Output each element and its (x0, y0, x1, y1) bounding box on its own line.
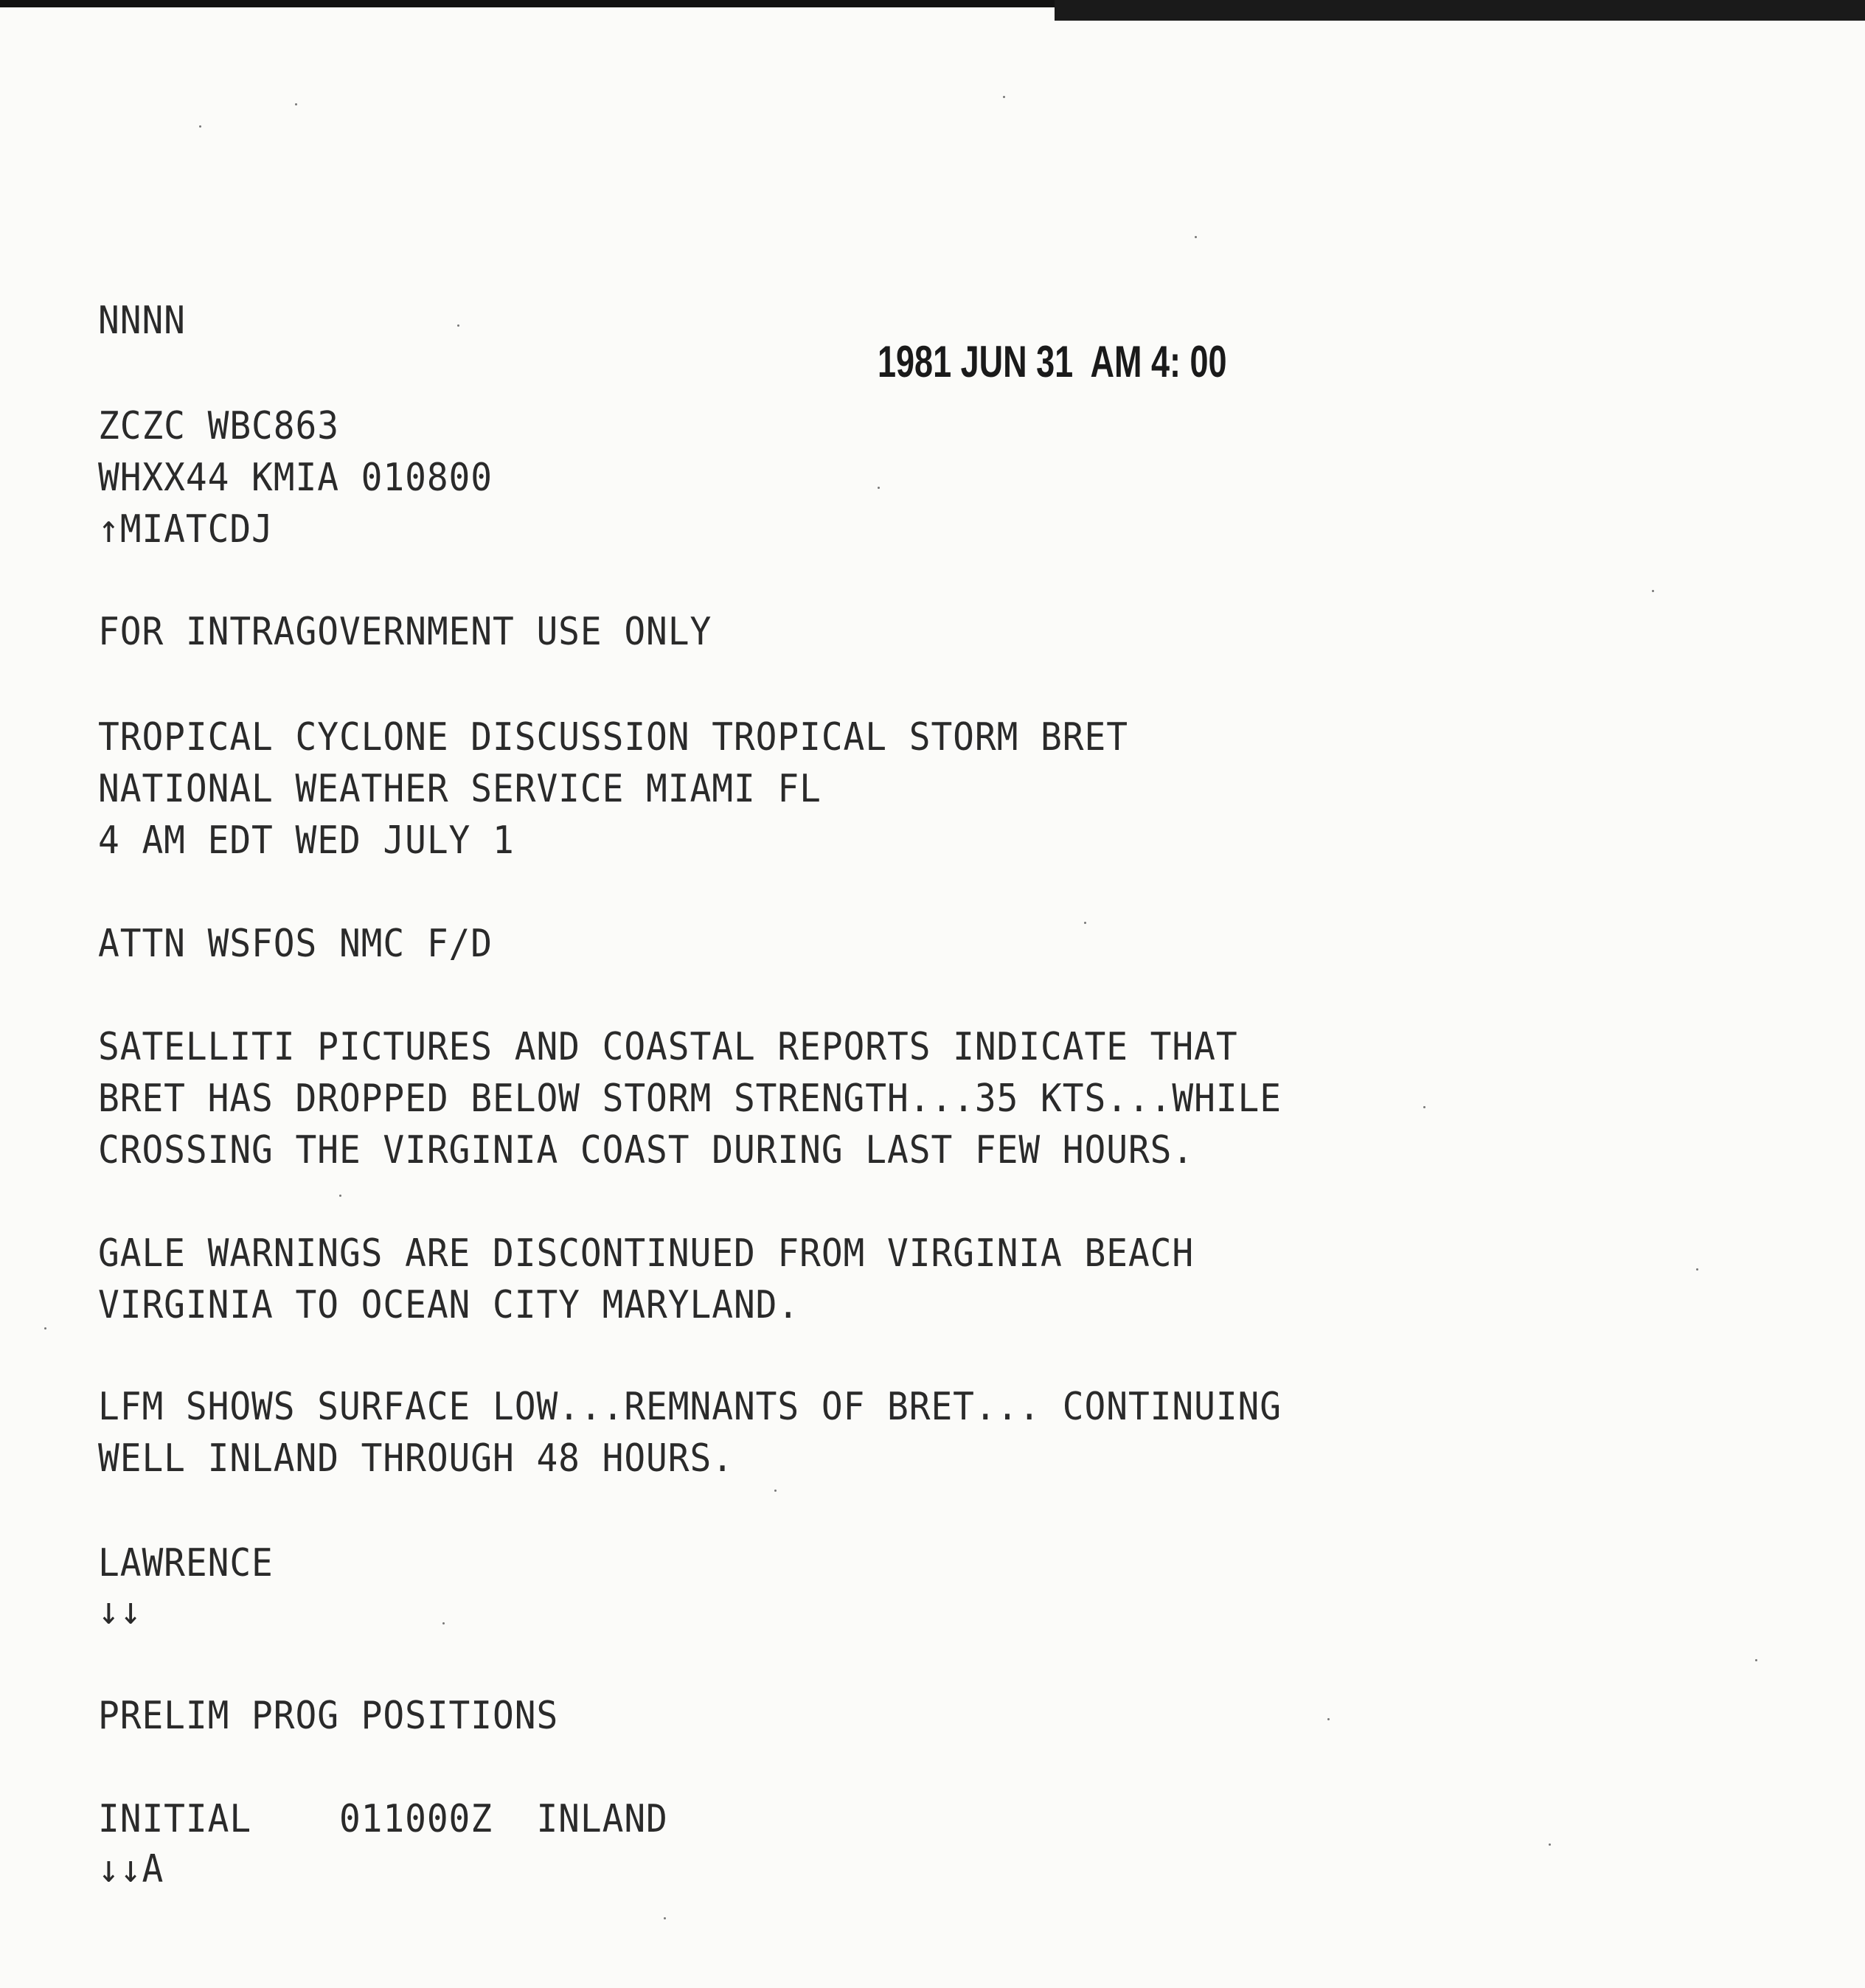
scan-top-edge (0, 0, 1865, 35)
body-paragraph-1-line-1: SATELLITI PICTURES AND COASTAL REPORTS INDICATE THAT (98, 1025, 1238, 1069)
wmo-header: WHXX44 KMIA 010800 (98, 456, 493, 500)
body-paragraph-3-line-1: LFM SHOWS SURFACE LOW...REMNANTS OF BRET... CONTINUING (98, 1385, 1282, 1429)
body-paragraph-1-line-2: BRET HAS DROPPED BELOW STORM STRENGTH...35 KTS...WHILE (98, 1077, 1282, 1121)
body-paragraph-2-line-2: VIRGINIA TO OCEAN CITY MARYLAND. (98, 1283, 800, 1327)
prelim-heading: PRELIM PROG POSITIONS (98, 1694, 559, 1738)
signature: LAWRENCE (98, 1541, 274, 1585)
received-date-stamp: 1981 JUN 31 AM 4: 00 (878, 337, 1227, 386)
scan-edge-black (0, 0, 1055, 7)
scan-edge-dark (1055, 0, 1865, 21)
initial-position-line: INITIAL 011000Z INLAND (98, 1797, 668, 1841)
body-paragraph-1-line-3: CROSSING THE VIRGINIA COAST DURING LAST FEW HOURS. (98, 1128, 1195, 1172)
arrow-marker-2: ↓↓A (98, 1847, 164, 1891)
title-line-2: NATIONAL WEATHER SERVICE MIAMI FL (98, 767, 822, 811)
arrow-marker-1: ↓↓ (98, 1589, 142, 1633)
title-line-1: TROPICAL CYCLONE DISCUSSION TROPICAL STORM BRET (98, 715, 1128, 760)
title-line-3: 4 AM EDT WED JULY 1 (98, 819, 515, 863)
restriction-notice: FOR INTRAGOVERNMENT USE ONLY (98, 610, 712, 654)
nnnn-marker: NNNN (98, 299, 186, 343)
attn-line: ATTN WSFOS NMC F/D (98, 922, 493, 966)
zczc-line: ZCZC WBC863 (98, 404, 339, 448)
awips-id: ↑MIATCDJ (98, 507, 274, 552)
body-paragraph-3-line-2: WELL INLAND THROUGH 48 HOURS. (98, 1436, 734, 1481)
body-paragraph-2-line-1: GALE WARNINGS ARE DISCONTINUED FROM VIRGINIA BEACH (98, 1231, 1195, 1276)
